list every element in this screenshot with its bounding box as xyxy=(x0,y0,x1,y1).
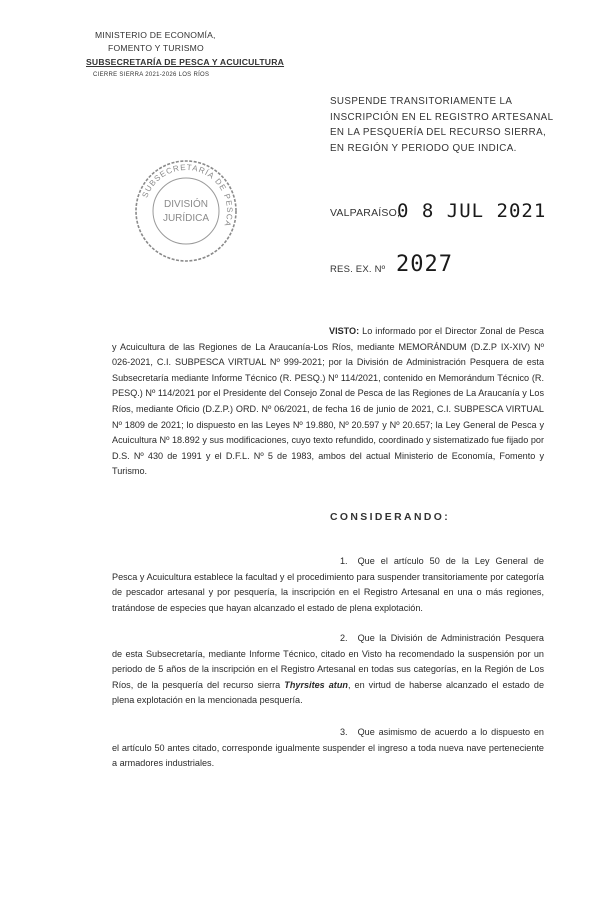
considerando-item-3 xyxy=(112,725,544,772)
visto-text: Lo informado por el Director Zonal de Pesca y Acuicultura de las Regiones de La Araucanía-Los Ríos, mediante MEMORÁNDUM (D.Z.P IX-XIV) Nº 026-2021, C.I. SUBPESCA VIRTUAL Nº 999-2021; por la División de Administración Pesquera de esta Subsecretaría mediante Informe Técnico (R. PESQ.) Nº 114/2021, contenido en Memorándum Técnico (R. PESQ.) Nº 114/2021 por el Presidente del Consejo Zonal de Pesca de las Regiones de La Araucanía y Los Ríos, mediante Oficio (D.Z.P.) ORD. Nº 06/2021, de fecha 16 de junio de 2021, C.I. SUBPESCA VIRTUAL Nº 1809 de 2021; lo dispuesto en las Leyes Nº 19.880, Nº 20.597 y Nº 20.657; la Ley General de Pesca y Acuicultura Nº 18.892 y sus modificaciones, cuyo texto refundido, coordinado y sistematizado fue fijado por D.S. Nº 430 de 1991 y el D.F.L. Nº 5 de 1983, ambos del actual Ministerio de Economía, Fomento y Turismo. xyxy=(112,326,544,477)
subsecretaria-title: SUBSECRETARÍA DE PESCA Y ACUICULTURA xyxy=(86,57,285,67)
division-juridica-seal xyxy=(130,155,242,267)
seal-line-1: DIVISIÓN xyxy=(164,199,208,210)
item-2-text: Que la División de Administración Pesquera de esta Subsecretaría, mediante Informe Técnico, citado en Visto ha recomendado la suspensión por un periodo de 5 años de la inscripción en el Registro Artesanal en todas sus categorías, en la Región de Los Ríos, de la pesquería del recurso sierra xyxy=(112,633,544,690)
species-name: Thyrsites atun xyxy=(284,679,348,690)
visto-paragraph xyxy=(112,324,544,480)
item-1-text: Que el artículo 50 de la Ley General de Pesca y Acuicultura establece la facultad y el procedimiento para suspender transitoriamente por categoría de pescador artesanal y por pesquería, la inscripción en el Registro Artesanal en una o más regiones, tratándose de especies que hayan alcanzado el estado de plena explotación. xyxy=(112,556,544,613)
considerando-item-2 xyxy=(112,631,544,709)
place-label: VALPARAÍSO, xyxy=(330,207,401,219)
considerando-item-1 xyxy=(112,554,544,616)
ministry-line-1: MINISTERIO DE ECONOMÍA, xyxy=(95,30,216,40)
resolution-number-label: RES. EX. Nº xyxy=(330,264,386,275)
item-3-text: Que asimismo de acuerdo a lo dispuesto en el artículo 50 antes citado, corresponde igualmente suspender el ingreso a toda nueva nave perteneciente a armadores industriales. xyxy=(112,727,544,769)
resolution-date: 0 8 JUL 2021 xyxy=(397,200,547,222)
ministry-line-2: FOMENTO Y TURISMO xyxy=(108,43,204,53)
resolution-summary: SUSPENDE TRANSITORIAMENTE LA INSCRIPCIÓN EN EL REGISTRO ARTESANAL EN LA PESQUERÍA DEL RECURSO SIERRA, EN REGIÓN Y PERIODO QUE INDICA. xyxy=(330,96,554,154)
item-3-number: 3. xyxy=(340,727,348,737)
seal-ring-text: SUBSECRETARÍA DE PESCA xyxy=(140,162,235,229)
seal-stamp-icon xyxy=(130,155,242,267)
considerando-heading: CONSIDERANDO: xyxy=(330,512,451,523)
header-reference: CIERRE SIERRA 2021-2026 LOS RÍOS xyxy=(93,72,210,78)
item-2-number: 2. xyxy=(340,633,348,643)
item-1-number: 1. xyxy=(340,556,348,566)
item-2-text-after: , en virtud de haberse alcanzado el estado de plena explotación en la mencionada pesquería. xyxy=(112,679,545,706)
resolution-number: 2027 xyxy=(396,252,453,277)
visto-label: VISTO: xyxy=(329,326,360,336)
seal-line-2: JURÍDICA xyxy=(162,213,210,224)
